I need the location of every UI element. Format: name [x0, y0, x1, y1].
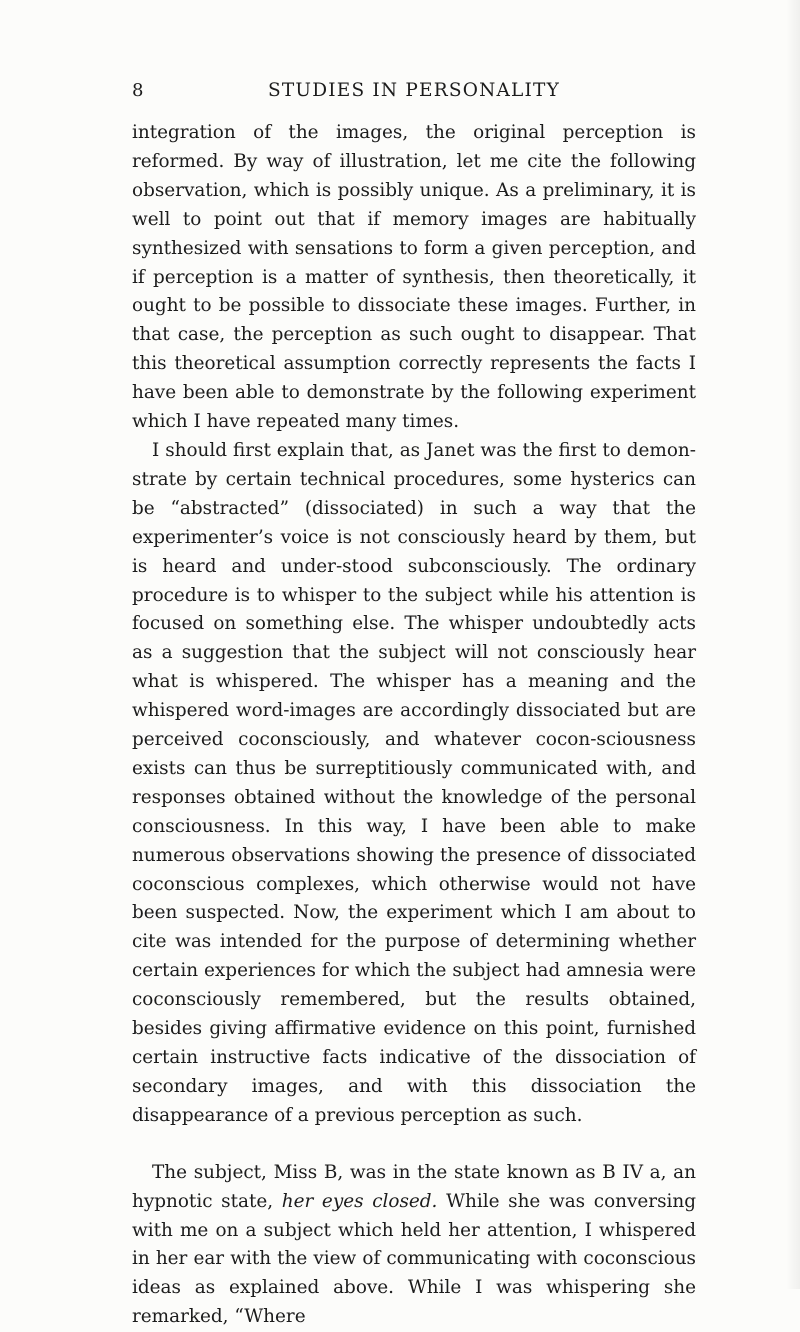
- body-text: [132, 119, 696, 1332]
- paragraph-1: integration of the images, the original perception is reformed. By way of illustration, let me cite the following observation, which is possibly unique. As a preliminary, it is well to point out that if memory images are habitually synthesized with sensations to form a given perception, and if perception is a matter of synthesis, then theoretically, it ought to be possible to dissociate these images. Further, in that case, the perception as such ought to disappear. That this theoretical assumption correctly represents the facts I have been able to demonstrate by the following experiment which I have repeated many times.: [132, 122, 696, 433]
- page-edge-shadow: [786, 0, 800, 1289]
- paragraph-3: [132, 1159, 696, 1332]
- paragraph-2: I should first explain that, as Janet was the first to demon-strate by certain technical procedures, some hysterics can be “abstracted” (dissociated) in such a way that the experimenter’s voice is not consciously heard by them, but is heard and under-stood subconsciously. The ordinary procedure is to whisper to the subject while his attention is focused on something else. The whisper undoubtedly acts as a suggestion that the subject will not consciously hear what is whispered. The whisper has a meaning and the whispered word-images are accordingly dissociated but are perceived coconsciously, and whatever cocon-sciousness exists can thus be surreptitiously communicated with, and responses obtained without the knowledge of the personal consciousness. In this way, I have been able to make numerous observations showing the presence of dissociated coconscious complexes, which otherwise would not have been suspected. Now, the experiment which I am about to cite was intended for the purpose of determining whether certain experiences for which the subject had amnesia were coconsciously remembered, but the results obtained, besides giving affirmative evidence on this point, furnished certain instructive facts indicative of the dissociation of secondary images, and with this dissociation the disappearance of a previous perception as such.: [132, 439, 696, 1126]
- paragraph-3-lead: The subject, Miss B, was in the state known as B IV a, an hypnotic state,: [132, 1161, 696, 1212]
- page-number: 8: [132, 80, 144, 101]
- paragraph-3-emphasis: her eyes closed.: [281, 1190, 438, 1212]
- paragraph-3-rest: While she was conversing with me on a subject which held her attention, I whispered in her ear with the view of communicating with coconscious ideas as explained above. While I was whispering she remarked, “Where: [132, 1190, 696, 1328]
- running-title: STUDIES IN PERSONALITY: [268, 80, 560, 101]
- page-header: [132, 80, 696, 110]
